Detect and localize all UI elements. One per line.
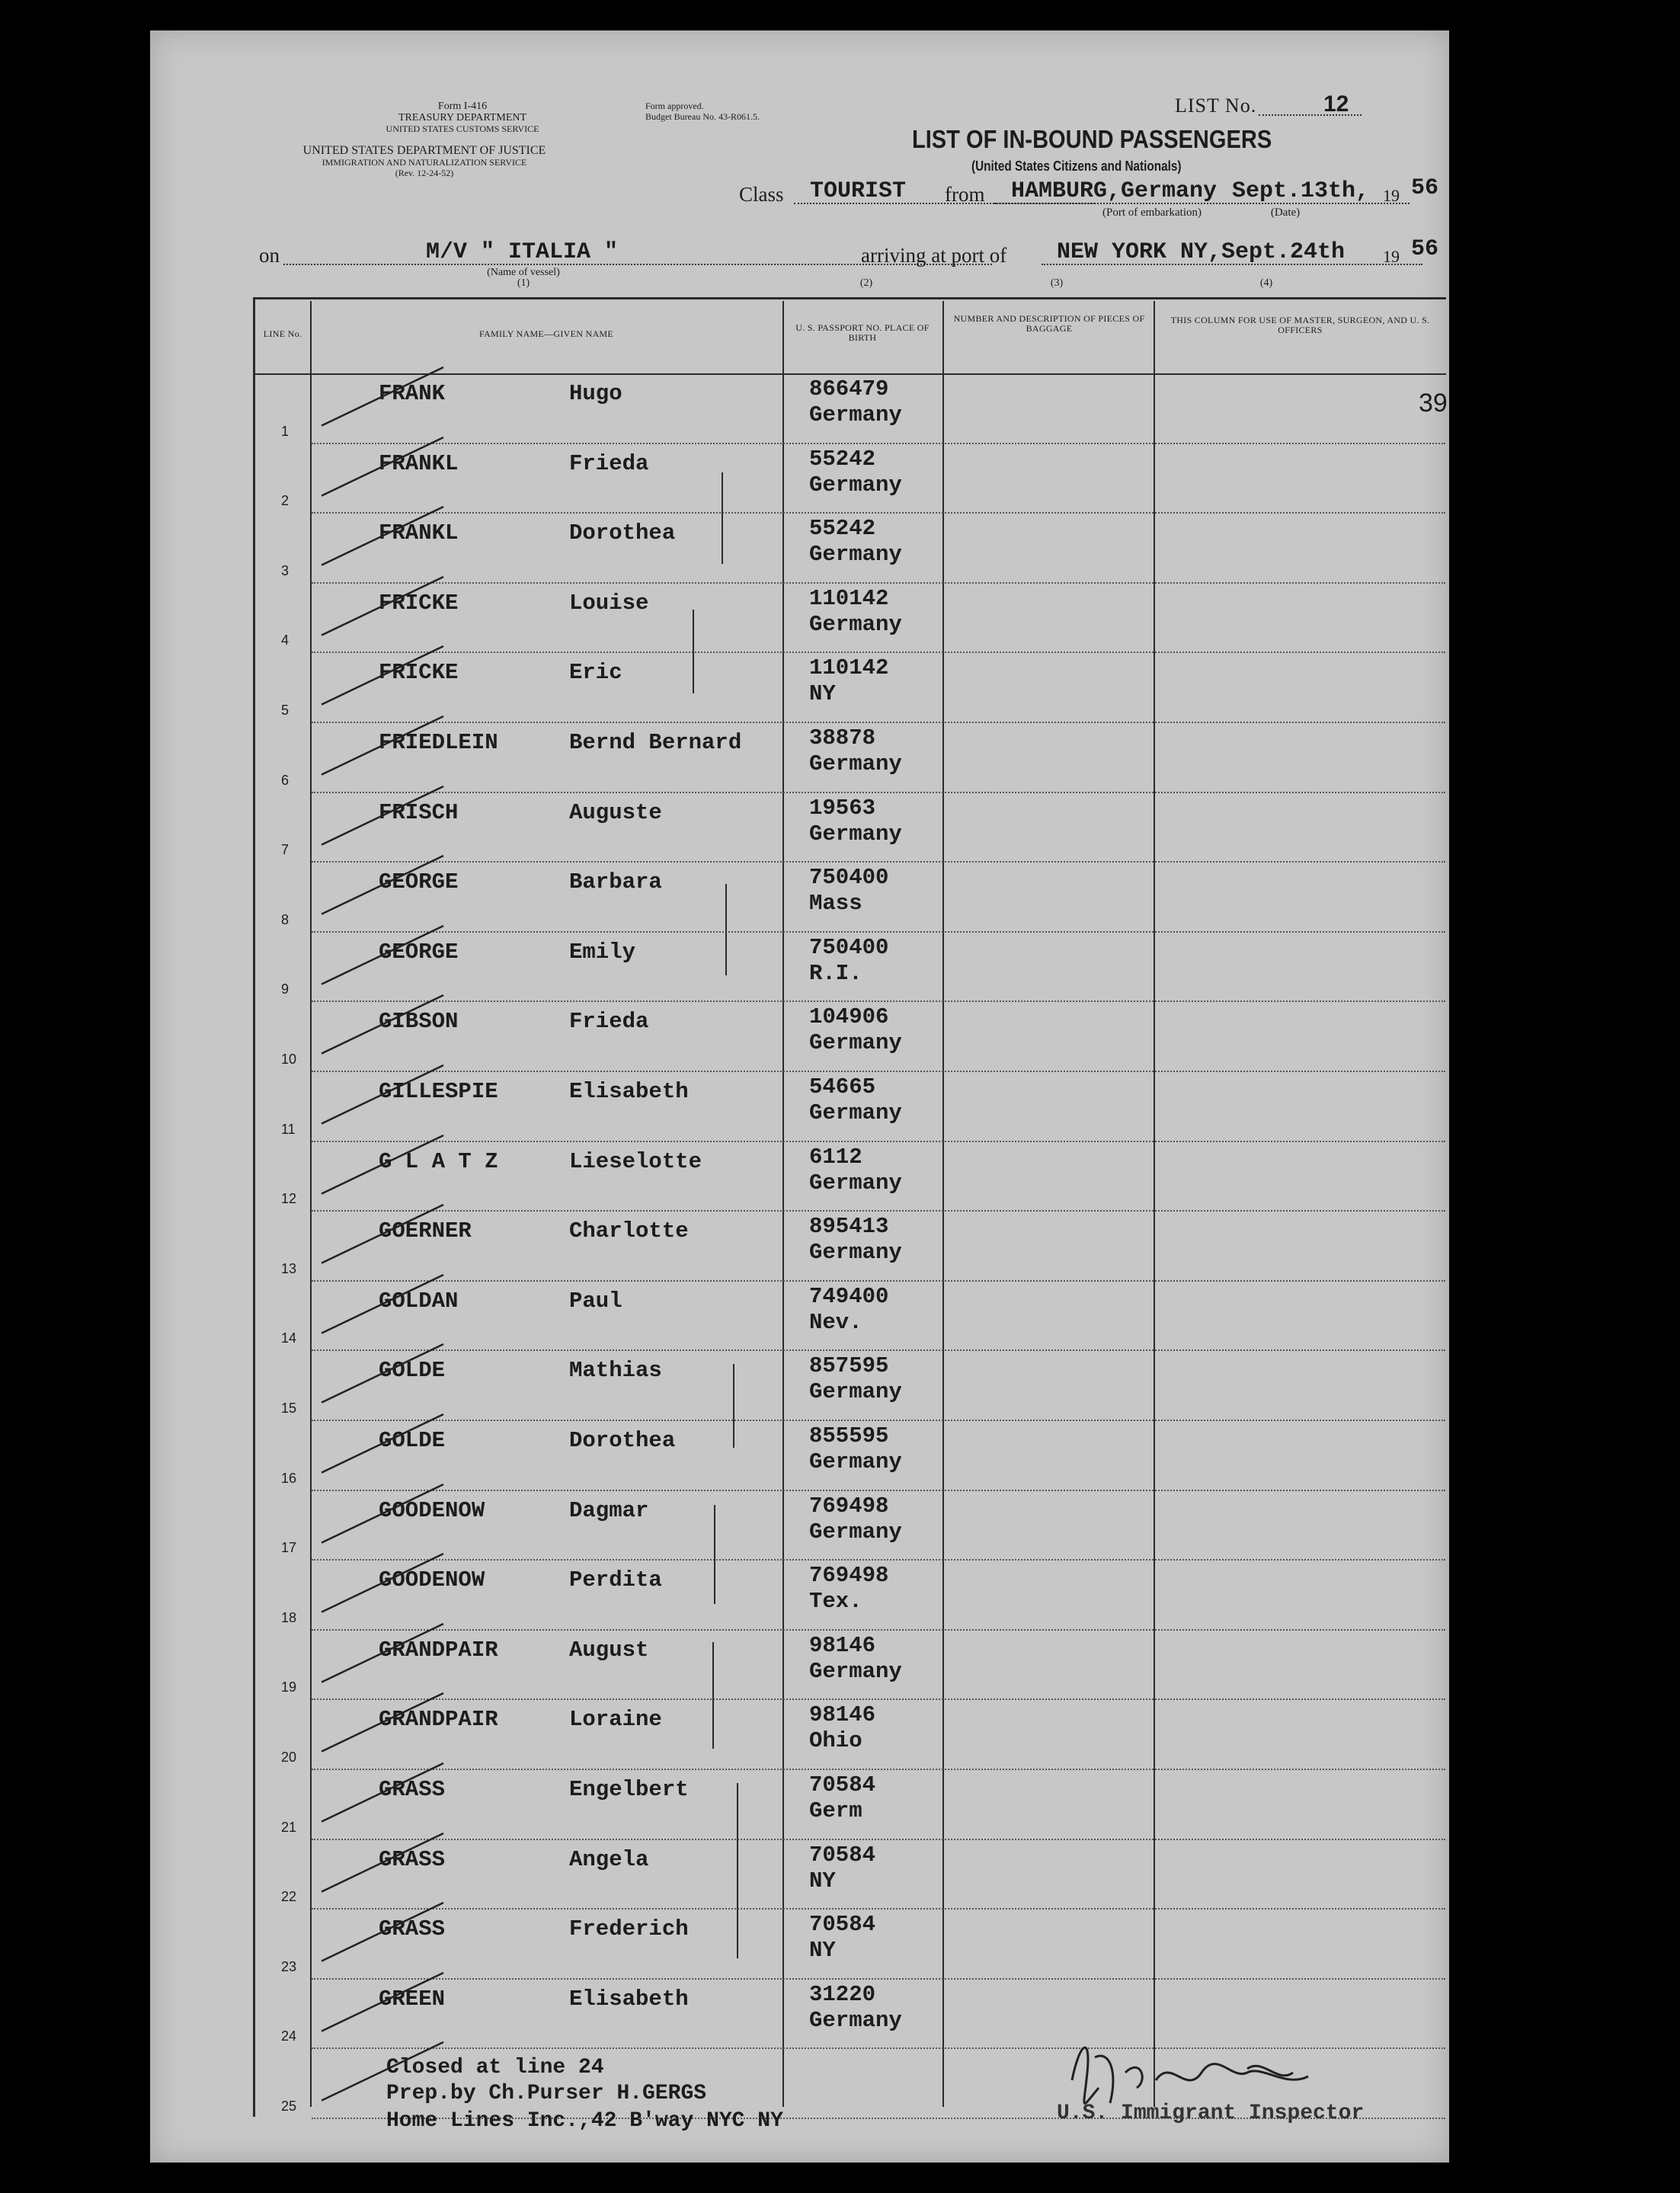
passport-number: 104906	[809, 1004, 889, 1030]
row-rule	[312, 1000, 1445, 1002]
family-name: GOLDE	[379, 1428, 446, 1453]
line-number: 1	[281, 423, 290, 439]
check-mark-icon	[314, 1267, 451, 1345]
place-of-birth: Germany	[809, 1100, 902, 1125]
family-name: FRICKE	[379, 590, 459, 616]
check-mark-icon	[314, 639, 451, 716]
budget-bureau: Budget Bureau No. 43-R061.5.	[645, 111, 760, 122]
line-number: 2	[281, 493, 290, 509]
col-header-name: FAMILY NAME—GIVEN NAME	[478, 328, 614, 339]
place-of-birth: Germany	[809, 1030, 902, 1056]
place-of-birth: Nev.	[809, 1309, 862, 1335]
year-prefix-2: 19	[1383, 247, 1400, 266]
place-of-birth: Germany	[809, 1379, 902, 1405]
inspector-caption: U.S. Immigrant Inspector	[1057, 2102, 1365, 2125]
place-of-birth: Germany	[809, 402, 902, 427]
passport-number: 31220	[809, 1981, 876, 2007]
given-name: Dorothea	[569, 1428, 676, 1453]
check-mark-icon	[314, 360, 451, 437]
line-number: 15	[281, 1400, 297, 1416]
family-name: GEORGE	[379, 939, 459, 965]
check-mark-icon	[314, 430, 451, 507]
year-suffix-2: 56	[1411, 236, 1439, 262]
given-name: Charlotte	[569, 1218, 689, 1244]
given-name: Emily	[569, 939, 636, 965]
justice-dept: UNITED STATES DEPARTMENT OF JUSTICE	[302, 144, 546, 157]
family-name: FRANK	[379, 381, 446, 406]
col-4-caption: (4)	[1259, 277, 1273, 289]
passport-number: 110142	[809, 655, 889, 681]
row-rule	[312, 1559, 1445, 1561]
given-name: Auguste	[569, 799, 662, 825]
passport-number: 55242	[809, 446, 876, 472]
col-2-caption: (2)	[859, 277, 873, 289]
given-name: Louise	[569, 590, 649, 616]
company-line: Home Lines Inc.,42 B'way NYC NY	[386, 2109, 783, 2133]
check-mark-icon	[314, 1756, 451, 1833]
date-caption: (Date)	[1270, 206, 1301, 219]
place-of-birth: Tex.	[809, 1589, 862, 1615]
passport-number: 70584	[809, 1772, 876, 1798]
check-mark-icon	[314, 499, 451, 577]
check-mark-icon	[314, 1197, 451, 1275]
given-name: Bernd Bernard	[569, 730, 742, 755]
closed-at-line: Closed at line 24	[386, 2056, 604, 2079]
line-number: 24	[281, 2028, 297, 2044]
col-header-baggage: NUMBER AND DESCRIPTION OF PIECES OF BAGGAGE	[953, 313, 1145, 334]
row-rule	[312, 792, 1445, 793]
page-number: 39	[1419, 389, 1448, 418]
line-number: 6	[281, 772, 290, 788]
line-number: 13	[281, 1260, 297, 1276]
line-number: 14	[281, 1330, 297, 1346]
passport-number: 857595	[809, 1353, 889, 1379]
line-number: 23	[281, 1958, 297, 1974]
given-name: Elisabeth	[569, 1986, 689, 2012]
row-rule	[312, 1071, 1445, 1072]
passport-number: 70584	[809, 1912, 876, 1938]
line-number: 12	[281, 1191, 297, 1207]
given-name: Frederich	[569, 1916, 689, 1942]
passport-number: 38878	[809, 725, 876, 751]
family-name: FRICKE	[379, 660, 459, 686]
line-number: 11	[281, 1121, 296, 1137]
check-mark-icon	[314, 1895, 451, 1973]
passport-number: 19563	[809, 795, 876, 821]
line-number: 3	[281, 562, 290, 578]
list-no-value: 12	[1323, 91, 1349, 117]
check-mark-icon	[314, 1616, 451, 1694]
list-no-label: LIST No.	[1175, 94, 1257, 117]
family-name: GOLDAN	[379, 1288, 459, 1314]
given-name: Dorothea	[569, 520, 676, 546]
family-name: GRANDPAIR	[379, 1707, 498, 1733]
line-number: 4	[281, 632, 290, 648]
line-number: 7	[281, 842, 290, 858]
place-of-birth: NY	[809, 1868, 836, 1894]
prepared-by: Prep.by Ch.Purser H.GERGS	[386, 2082, 707, 2105]
row-rule	[312, 443, 1445, 444]
line-number: 16	[281, 1470, 297, 1486]
given-name: Dagmar	[569, 1497, 649, 1523]
row-rule	[312, 651, 1445, 653]
port-embark-caption: (Port of embarkation)	[1102, 206, 1202, 219]
check-mark-icon	[314, 1477, 451, 1554]
row-rule	[312, 1698, 1445, 1700]
page-subtitle: (United States Citizens and Nationals)	[971, 158, 1182, 174]
row-rule	[312, 722, 1445, 723]
family-name: GIBSON	[379, 1009, 459, 1035]
given-name: Barbara	[569, 869, 662, 895]
from-label: from	[945, 183, 985, 206]
row-rule	[312, 1280, 1445, 1282]
row-rule	[312, 1349, 1445, 1351]
ins-service: IMMIGRATION AND NATURALIZATION SERVICE	[322, 157, 527, 168]
family-name: GOERNER	[379, 1218, 472, 1244]
row-rule	[312, 1908, 1445, 1910]
place-of-birth: Germany	[809, 751, 902, 776]
place-of-birth: Germany	[809, 1519, 902, 1545]
passport-number: 750400	[809, 934, 889, 960]
family-name: GRASS	[379, 1846, 446, 1872]
given-name: Paul	[569, 1288, 622, 1314]
family-name: GRASS	[379, 1916, 446, 1942]
family-name: GOODENOW	[379, 1567, 485, 1593]
passport-number: 866479	[809, 376, 889, 402]
passport-number: 750400	[809, 865, 889, 891]
line-number: 10	[281, 1051, 297, 1067]
passport-number: 769498	[809, 1563, 889, 1589]
form-page	[150, 30, 1449, 2163]
place-of-birth: Germ	[809, 1798, 862, 1823]
check-mark-icon	[314, 1826, 451, 1903]
embark-port: HAMBURG,Germany	[1011, 178, 1218, 204]
place-of-birth: NY	[809, 681, 836, 707]
check-mark-icon	[314, 569, 451, 647]
class-value: TOURIST	[810, 178, 907, 204]
place-of-birth: Germany	[809, 2007, 902, 2033]
family-name: GRANDPAIR	[379, 1637, 498, 1663]
place-of-birth: NY	[809, 1938, 836, 1964]
passport-number: 54665	[809, 1074, 876, 1100]
given-name: Elisabeth	[569, 1079, 689, 1104]
passport-number: 55242	[809, 516, 876, 542]
family-name: GRASS	[379, 1777, 446, 1802]
customs-service: UNITED STATES CUSTOMS SERVICE	[386, 123, 539, 134]
passport-number: 98146	[809, 1702, 876, 1728]
family-name: FRIEDLEIN	[379, 730, 498, 755]
family-name: GOODENOW	[379, 1497, 485, 1523]
check-mark-icon	[314, 918, 451, 996]
on-label: on	[259, 244, 280, 267]
row-rule	[312, 1839, 1445, 1840]
arriving-label: arriving at port of	[861, 244, 1007, 267]
family-name: GOLDE	[379, 1358, 446, 1384]
vessel-caption: (Name of vessel)	[487, 267, 560, 278]
family-name: FRANKL	[379, 450, 459, 476]
check-mark-icon	[314, 1128, 451, 1205]
line-number: 22	[281, 1889, 297, 1905]
row-rule	[312, 861, 1445, 863]
check-mark-icon	[314, 1407, 451, 1484]
line-number: 25	[281, 2098, 297, 2114]
family-name: GILLESPIE	[379, 1079, 498, 1104]
treasury-dept: TREASURY DEPARTMENT	[398, 112, 527, 123]
line-number: 5	[281, 702, 290, 718]
given-name: Frieda	[569, 450, 649, 476]
passport-number: 6112	[809, 1144, 862, 1170]
family-name: G L A T Z	[379, 1148, 498, 1174]
place-of-birth: Germany	[809, 542, 902, 568]
line-number: 19	[281, 1679, 297, 1695]
row-rule	[312, 931, 1445, 933]
line-number: 21	[281, 1819, 297, 1835]
given-name: Perdita	[569, 1567, 662, 1593]
line-number: 20	[281, 1749, 297, 1765]
form-approved: Form approved.	[645, 101, 704, 111]
line-number: 18	[281, 1609, 297, 1625]
passport-number: 110142	[809, 585, 889, 611]
family-name: GREEN	[379, 1986, 446, 2012]
passport-number: 749400	[809, 1283, 889, 1309]
vessel-name: M/V " ITALIA "	[426, 239, 619, 265]
col-header-line: LINE No.	[263, 328, 302, 339]
col-1-caption: (1)	[517, 277, 530, 289]
given-name: Mathias	[569, 1358, 662, 1384]
line-number: 8	[281, 911, 290, 927]
row-rule	[312, 512, 1445, 514]
check-mark-icon	[314, 1058, 451, 1135]
place-of-birth: Germany	[809, 472, 902, 498]
col-3-caption: (3)	[1050, 277, 1064, 289]
line-number: 9	[281, 981, 290, 997]
passport-number: 70584	[809, 1842, 876, 1868]
place-of-birth: Germany	[809, 1240, 902, 1266]
given-name: Lieselotte	[569, 1148, 702, 1174]
given-name: Hugo	[569, 381, 622, 406]
place-of-birth: Germany	[809, 611, 902, 637]
given-name: Frieda	[569, 1009, 649, 1035]
passport-number: 769498	[809, 1493, 889, 1519]
given-name: Angela	[569, 1846, 649, 1872]
class-label: Class	[739, 183, 784, 206]
row-rule	[312, 582, 1445, 584]
inspector-signature	[1057, 2027, 1453, 2118]
col-header-officers: THIS COLUMN FOR USE OF MASTER, SURGEON, AND U. S. OFFICERS	[1170, 315, 1430, 335]
passport-number: 98146	[809, 1632, 876, 1658]
place-of-birth: Mass	[809, 891, 862, 917]
arrival-port: NEW YORK NY,Sept.24th	[1057, 239, 1346, 265]
check-mark-icon	[314, 848, 451, 926]
check-mark-icon	[314, 1546, 451, 1624]
check-mark-icon	[314, 1337, 451, 1414]
check-mark-icon	[314, 1686, 451, 1763]
place-of-birth: Germany	[809, 821, 902, 847]
place-of-birth: Germany	[809, 1170, 902, 1196]
place-of-birth: R.I.	[809, 960, 862, 986]
form-number: Form I-416	[437, 101, 488, 112]
place-of-birth: Germany	[809, 1658, 902, 1684]
row-rule	[312, 1210, 1445, 1212]
row-rule	[312, 1978, 1445, 1980]
year-prefix-1: 19	[1383, 186, 1400, 205]
check-mark-icon	[314, 1965, 451, 2043]
passport-number: 855595	[809, 1423, 889, 1449]
row-rule	[312, 1141, 1445, 1142]
place-of-birth: Germany	[809, 1449, 902, 1474]
row-rule	[312, 1490, 1445, 1491]
col-header-passport: U. S. PASSPORT NO. PLACE OF BIRTH	[795, 322, 930, 343]
year-suffix-1: 56	[1411, 175, 1439, 201]
check-mark-icon	[314, 779, 451, 856]
row-rule	[312, 1420, 1445, 1421]
passport-number: 895413	[809, 1214, 889, 1240]
given-name: August	[569, 1637, 649, 1663]
family-name: GEORGE	[379, 869, 459, 895]
given-name: Loraine	[569, 1707, 662, 1733]
revision: (Rev. 12-24-52)	[395, 168, 454, 178]
page-title: LIST OF IN-BOUND PASSENGERS	[912, 125, 1272, 153]
line-number: 17	[281, 1540, 297, 1556]
check-mark-icon	[314, 709, 451, 786]
given-name: Engelbert	[569, 1777, 689, 1802]
row-rule	[312, 1629, 1445, 1631]
place-of-birth: Ohio	[809, 1728, 862, 1754]
check-mark-icon	[314, 988, 451, 1065]
family-name: FRANKL	[379, 520, 459, 546]
embark-date: Sept.13th,	[1232, 178, 1370, 204]
family-name: FRISCH	[379, 799, 459, 825]
given-name: Eric	[569, 660, 622, 686]
row-rule	[312, 1769, 1445, 1770]
